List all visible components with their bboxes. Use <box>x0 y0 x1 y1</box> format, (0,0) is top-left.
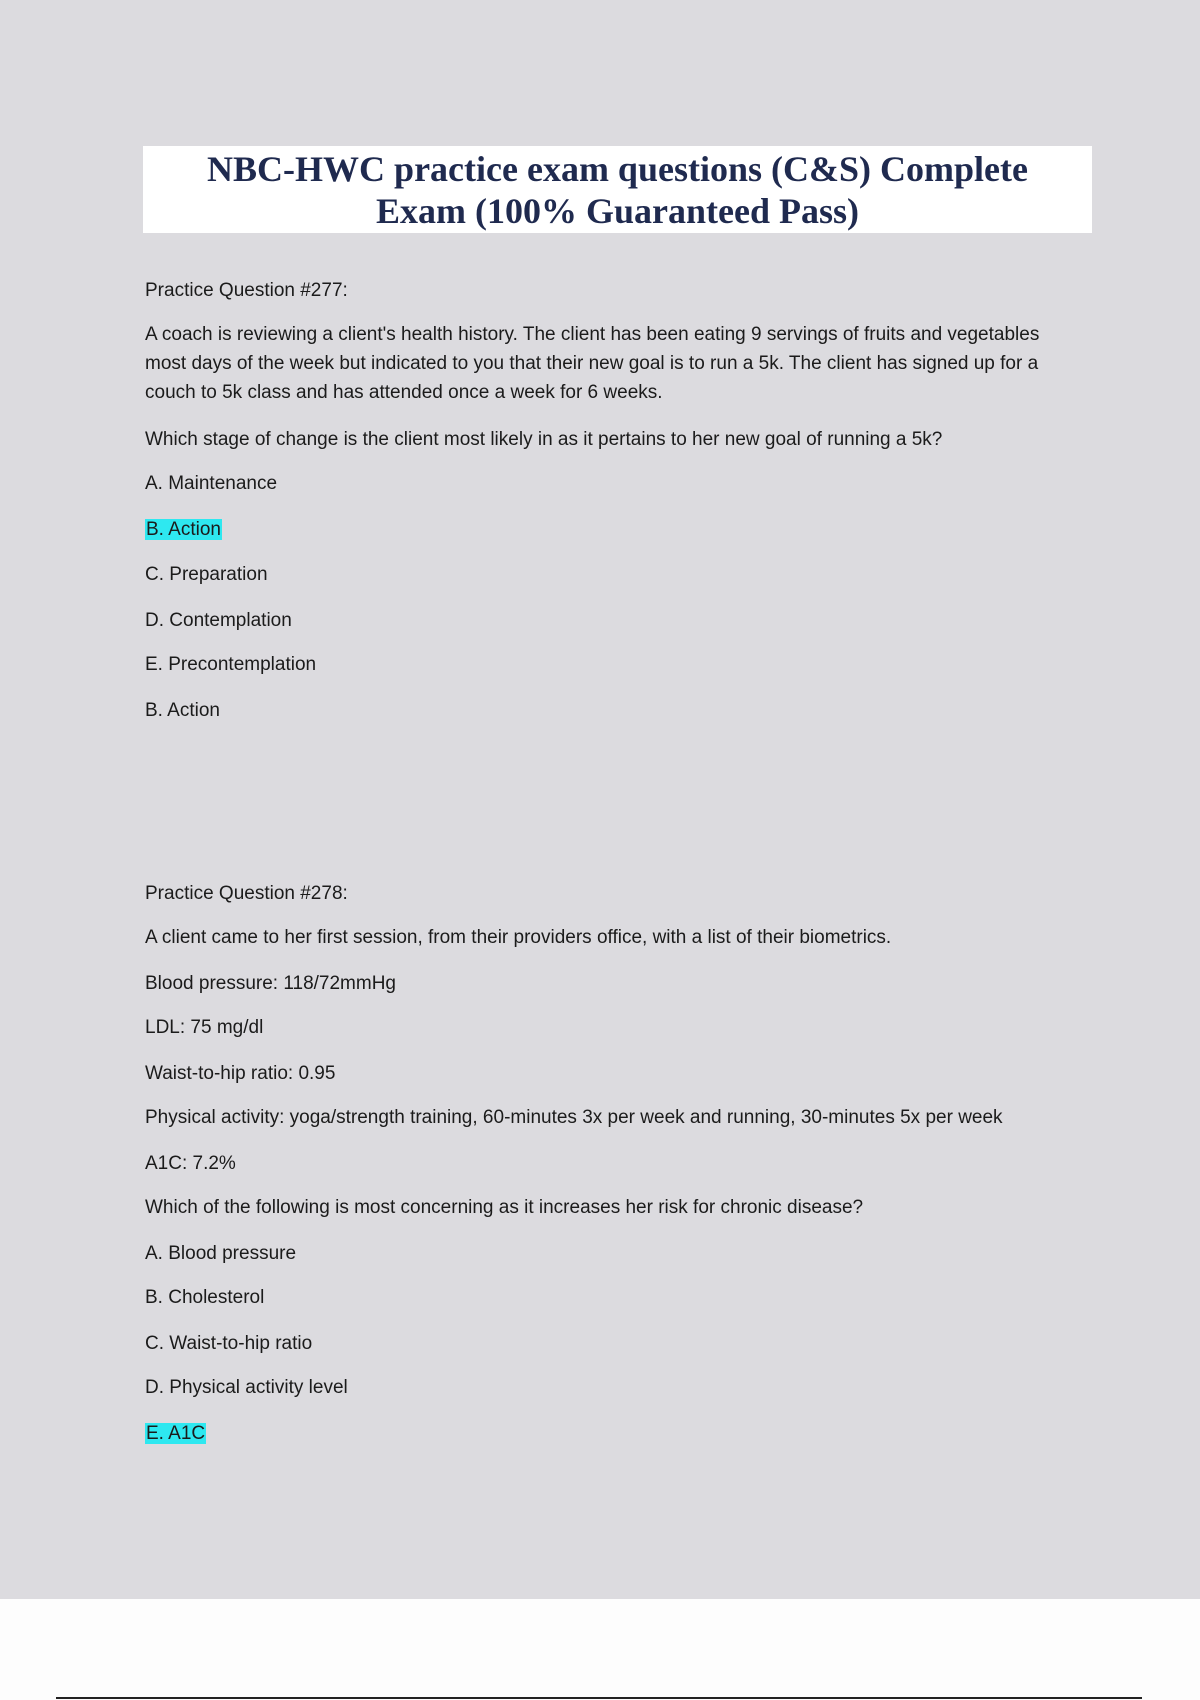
document-title: NBC-HWC practice exam questions (C&S) Complete Exam (100% Guaranteed Pass) <box>207 148 1028 231</box>
question-278-heading: Practice Question #278: <box>145 883 348 904</box>
question-277-option-d: D. Contemplation <box>145 610 292 631</box>
question-277-option-a: A. Maintenance <box>145 473 278 494</box>
footer-divider <box>56 1697 1142 1699</box>
question-278-option-a: A. Blood pressure <box>145 1243 297 1264</box>
highlighted-answer: E. A1C <box>146 1423 206 1444</box>
biometric-waist-to-hip: Waist-to-hip ratio: 0.95 <box>145 1063 336 1084</box>
question-277-option-b <box>145 515 222 544</box>
biometric-blood-pressure: Blood pressure: 118/72mmHg <box>145 973 396 994</box>
question-278-option-e <box>145 1419 206 1448</box>
question-278-option-b: B. Cholesterol <box>145 1287 265 1308</box>
question-277-option-c: C. Preparation <box>145 564 268 585</box>
biometric-a1c: A1C: 7.2% <box>145 1153 236 1174</box>
biometric-physical-activity: Physical activity: yoga/strength training, 60-minutes 3x per week and running, 30-minutes 5x per week <box>145 1107 1003 1128</box>
question-277-prompt: Which stage of change is the client most likely in as it pertains to her new goal of running a 5k? <box>145 429 943 450</box>
question-278-body: A client came to her first session, from their providers office, with a list of their biometrics. <box>145 927 892 948</box>
question-277-answer: B. Action <box>145 700 220 721</box>
biometric-ldl: LDL: 75 mg/dl <box>145 1017 264 1038</box>
question-277-body: A coach is reviewing a client's health history. The client has been eating 9 servings of fruits and vegetables most days of the week but indicated to you that their new goal is to run a 5k. The client has signed up for a couch to 5k class and has attended once a week for 6 weeks. <box>145 324 1040 403</box>
title-box <box>143 146 1092 233</box>
question-277-heading: Practice Question #277: <box>145 280 348 301</box>
highlighted-answer: B. Action <box>146 519 221 540</box>
page-footer-area <box>0 1599 1200 1700</box>
question-277-option-e: E. Precontemplation <box>145 654 317 675</box>
question-278-prompt: Which of the following is most concerning as it increases her risk for chronic disease? <box>145 1197 864 1218</box>
question-278-option-d: D. Physical activity level <box>145 1377 348 1398</box>
question-278-option-c: C. Waist-to-hip ratio <box>145 1333 313 1354</box>
